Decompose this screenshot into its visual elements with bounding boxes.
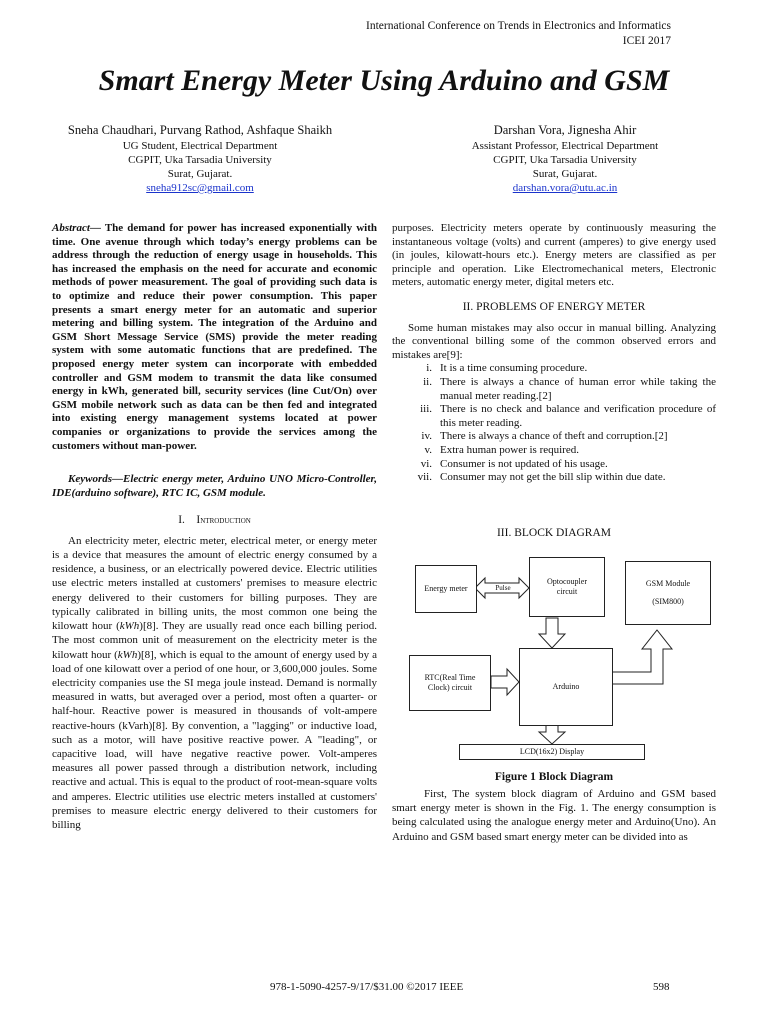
author-email-link[interactable]: sneha912sc@gmail.com: [146, 182, 254, 194]
author-location: Surat, Gujarat.: [167, 168, 233, 180]
copyright-line: 978-1-5090-4257-9/17/$31.00 ©2017 IEEE: [270, 981, 464, 993]
author-role: UG Student, Electrical Department: [122, 140, 278, 152]
gsm-module-label: GSM Module: [645, 579, 691, 588]
section-title-rest: ntroduction: [200, 515, 251, 527]
keywords: Keywords—Electric energy meter, Arduino UNO Micro-Controller, IDE(arduino software), RTC IC, GSM module.: [52, 473, 377, 499]
right-arrow-rtc: [491, 669, 519, 695]
author-email-link[interactable]: darshan.vora@utu.ac.in: [512, 182, 618, 194]
gsm-model-label: (SIM800): [652, 597, 684, 606]
author-block-2: [395, 122, 735, 195]
section-heading-introduction: [52, 514, 377, 528]
elbow-arrow-gsm: [611, 630, 672, 684]
figure-caption: Figure 1 Block Diagram: [494, 771, 614, 783]
section-number: I.: [178, 514, 185, 527]
author-institution: CGPIT, Uka Tarsadia University: [128, 154, 272, 166]
list-text: There is always a chance of theft and corruption.[2]: [440, 430, 668, 443]
list-number: vi.: [420, 457, 432, 470]
section-heading-block-diagram: III. BLOCK DIAGRAM: [496, 527, 612, 539]
intro-text: An electricity meter, electric meter, electrical meter, or energy meter is a device that measures the amount of electric energy consumed by a residence, a business, or an electrically powered device. Electric utilities use electric meters installed at customers' premises to measure electric energy delivered to their customers for billing purposes. They are typically calibrated in billing units, the most common one being the kilowatt hour (: [52, 534, 377, 633]
author-names: Sneha Chaudhari, Purvang Rathod, Ashfaque Shaikh: [67, 123, 333, 137]
paper-title: Smart Energy Meter Using Arduino and GSM: [98, 64, 670, 97]
list-number: vii.: [417, 471, 432, 484]
intro-text: )[8], which is equal to the amount of energy used by a load of one kilowatt over a period of one hour, or 3,600,000 joules. Some electricity companies use the SI mega joule instead. Demand is normally measured in watts, but averaged over a period, most often a quarter- or half-hour. Reactive power is measured in thousands of volt-ampere reactive-hours (kVarh)[8]. By convention, a "lagging" or inductive load, such as a motor, will have positive reactive power. A "leading", or capacitive load, will have negative reactive power. Volt-amperes measures all power passed through a distribution network, including reactive and actual. This is equal to the product of root-mean-square volts and amperes. Electric utilities use electric meters installed at customers' premises to measure electric energy delivered to their customers for billing: [52, 648, 377, 831]
list-item: [392, 430, 716, 444]
intro-unit: kWh: [117, 648, 138, 661]
conference-short: ICEI 2017: [622, 35, 671, 47]
section-title-initial: I: [196, 514, 201, 527]
list-item: [392, 362, 716, 376]
page-number: 598: [653, 981, 670, 993]
list-text: Consumer is not updated of his usage.: [440, 457, 608, 470]
list-text: Extra human power is required.: [440, 443, 579, 456]
introduction-paragraph: [52, 534, 377, 832]
list-number: iii.: [420, 403, 432, 416]
list-text: There is always a chance of human error while taking the manual meter reading.[2]: [440, 375, 716, 402]
abstract-label: Abstract: [52, 222, 90, 234]
conference-name: International Conference on Trends in Electronics and Informatics: [366, 20, 671, 32]
block-diagram-description: First, The system block diagram of Arduino and GSM based smart energy meter is shown in the Fig. 1. The energy consumption is being calculated using the analogue energy meter and Arduino(Uno). An Arduino and GSM based smart energy meter can be divided into as: [392, 788, 716, 843]
block-diagram: [405, 552, 725, 767]
list-number: ii.: [423, 375, 432, 388]
list-number: i.: [426, 362, 432, 375]
problems-list: [392, 362, 716, 484]
problems-intro: Some human mistakes may also occur in manual billing. Analyzing the conventional billing some of the common observed errors and mistakes are[9]:: [392, 321, 716, 361]
section-heading-problems: II. PROBLEMS OF ENERGY METER: [462, 300, 646, 313]
list-text: There is no check and balance and verification procedure of this meter reading.: [440, 403, 716, 429]
down-arrow-optocoupler: [539, 618, 565, 648]
author-role: Assistant Professor, Electrical Department: [471, 140, 659, 152]
list-item: [392, 471, 716, 485]
author-location: Surat, Gujarat.: [532, 168, 598, 180]
list-number: v.: [424, 443, 432, 456]
running-header: [366, 19, 671, 49]
down-arrow-lcd: [539, 724, 565, 744]
abstract-text: — The demand for power has increased exponentially with time. One avenue through which today’s energy problems can be address through the reduction of energy usage in households. This has increased the emphasis on the need for accurate and economic methods of power measurement. The goal of providing such data is to optimize and reduce their power consumption. This paper presents a smart energy meter for an automatic and superior metering and billing system. The integration of the Arduino and GSM Short Message Service (SMS) provide the meter reading system with some automatic functions that are predefined. The proposed energy meter system can incorporate with embedded controller and GSM modem to transmit the data like consumed energy in kWh, generated bill, security services (line Cut/On) over GSM mobile network such as data can be then fed and integrated into existing energy management systems located at power companies or organizations to provide the services among the customers without man-power.: [52, 222, 377, 452]
optocoupler-block: Optocoupler circuit: [529, 557, 605, 617]
right-column-bottom: [392, 787, 716, 844]
lcd-display-block: LCD(16x2) Display: [459, 744, 645, 760]
list-text: Consumer may not get the bill slip within due date.: [440, 471, 666, 484]
intro-text: )[8]. They are usually read once each billing period. The most common unit of measurement on the electricity meter is the kilowatt hour (: [52, 620, 377, 661]
rtc-block: RTC(Real Time Clock) circuit: [409, 655, 491, 711]
intro-unit: kWh: [119, 620, 140, 633]
pulse-label: Pulse: [495, 584, 511, 592]
list-item: [392, 444, 716, 458]
list-item: [392, 403, 716, 430]
list-text: It is a time consuming procedure.: [440, 362, 588, 375]
author-institution: CGPIT, Uka Tarsadia University: [493, 154, 637, 166]
gsm-module-block: [625, 561, 711, 625]
author-names: Darshan Vora, Jignesha Ahir: [493, 123, 637, 137]
list-item: [392, 458, 716, 472]
list-item: [392, 376, 716, 403]
list-number: iv.: [421, 430, 432, 443]
abstract: [52, 222, 377, 453]
author-block-1: [30, 122, 370, 195]
energy-meter-block: Energy meter: [415, 565, 477, 613]
intro-continuation: purposes. Electricity meters operate by continuously measuring the instantaneous voltage (volts) and current (amperes) to give energy used (in joules, kilowatt-hours etc.). Energy meters are classified as per principle and operation. Like Electromechanical meters, Electronic meters, automatic energy meter, digital meters etc.: [392, 222, 716, 289]
arduino-block: Arduino: [519, 648, 613, 726]
right-column-top: [392, 222, 716, 485]
left-column: [52, 222, 377, 832]
